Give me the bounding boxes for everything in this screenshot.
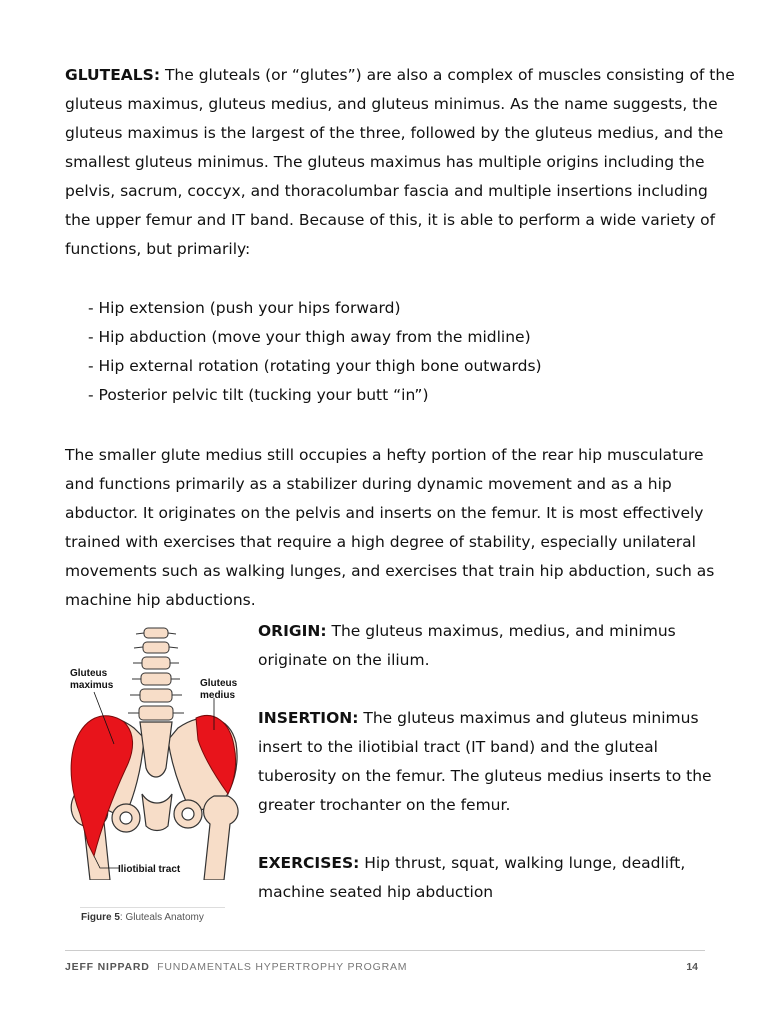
medius-line-5: movements such as walking lunges, and exercises that train hip abduction, such as [65,562,715,580]
right-femur [204,796,238,880]
page-number: 14 [686,961,698,973]
functions-list [88,294,738,410]
gluteals-heading: GLUTEALS: [65,66,161,84]
intro-line-6: the upper femur and IT band. Because of this, it is able to perform a wide variety of [65,211,716,229]
iliotibial-tract-label: Iliotibial tract [118,864,181,875]
exercises-block [258,849,718,907]
gluteus-medius-label-1: Gluteus [200,678,238,689]
gluteus-medius-label-2: medius [200,690,236,701]
gluteals-intro-paragraph [65,61,735,264]
list-item: - Hip external rotation (rotating your thigh bone outwards) [88,357,542,375]
intro-line-4: smallest gluteus minimus. The gluteus maximus has multiple origins including the [65,153,705,171]
list-item: - Posterior pelvic tilt (tucking your butt “in”) [88,386,429,404]
insertion-text-2: insert to the iliotibial tract (IT band) and the gluteal [258,738,658,756]
intro-line-2: gluteus maximus, gluteus medius, and gluteus minimus. As the name suggests, the [65,95,718,113]
origin-label: ORIGIN: [258,622,327,640]
insertion-text-4: greater trochanter on the femur. [258,796,511,814]
insertion-label: INSERTION: [258,709,359,727]
footer-author: JEFF NIPPARD [65,961,150,973]
list-item: - Hip extension (push your hips forward) [88,299,401,317]
spine [128,628,184,720]
medius-line-2: and functions primarily as a stabilizer during dynamic movement and as a hip [65,475,672,493]
figure-caption [81,912,204,923]
intro-line-3: gluteus maximus is the largest of the three, followed by the gluteus medius, and the [65,124,724,142]
medius-line-1: The smaller glute medius still occupies a hefty portion of the rear hip musculature [65,446,704,464]
exercises-text-1: Hip thrust, squat, walking lunge, deadlift, [359,854,686,872]
insertion-block [258,704,718,820]
intro-line-5: pelvis, sacrum, coccyx, and thoracolumbar fascia and multiple insertions including [65,182,708,200]
figure-title: : Gluteals Anatomy [119,912,204,923]
insertion-text-3: tuberosity on the femur. The gluteus medius inserts to the [258,767,712,785]
pubic-arch [142,794,172,831]
gluteus-maximus-label-2: maximus [70,680,114,691]
gluteus-maximus-label-1: Gluteus [70,668,108,679]
footer-program: FUNDAMENTALS HYPERTROPHY PROGRAM [157,961,408,973]
list-item: - Hip abduction (move your thigh away from the midline) [88,328,531,346]
origin-block [258,617,718,675]
insertion-text-1: The gluteus maximus and gluteus minimus [358,709,699,727]
gluteals-illustration [64,618,244,880]
medius-line-4: trained with exercises that require a high degree of stability, especially unilateral [65,533,696,551]
medius-line-6: machine hip abductions. [65,591,256,609]
origin-text-1: The gluteus maximus, medius, and minimus [326,622,676,640]
medius-line-3: abductor. It originates on the pelvis and inserts on the femur. It is most effectively [65,504,704,522]
intro-line-1: GLUTEALS: The gluteals (or “glutes”) are also a complex of muscles consisting of the [65,66,735,84]
origin-text-2: originate on the ilium. [258,651,430,669]
muscle-details-column [258,617,718,936]
footer-title [65,961,407,973]
sacrum [140,722,172,777]
figure-number: Figure 5 [81,912,120,923]
exercises-text-2: machine seated hip abduction [258,883,494,901]
caption-divider [80,907,225,908]
intro-line-7: functions, but primarily: [65,240,251,258]
exercises-label: EXERCISES: [258,854,360,872]
glute-medius-paragraph [65,441,715,615]
footer-divider [65,950,705,951]
gluteals-anatomy-figure [64,618,244,880]
